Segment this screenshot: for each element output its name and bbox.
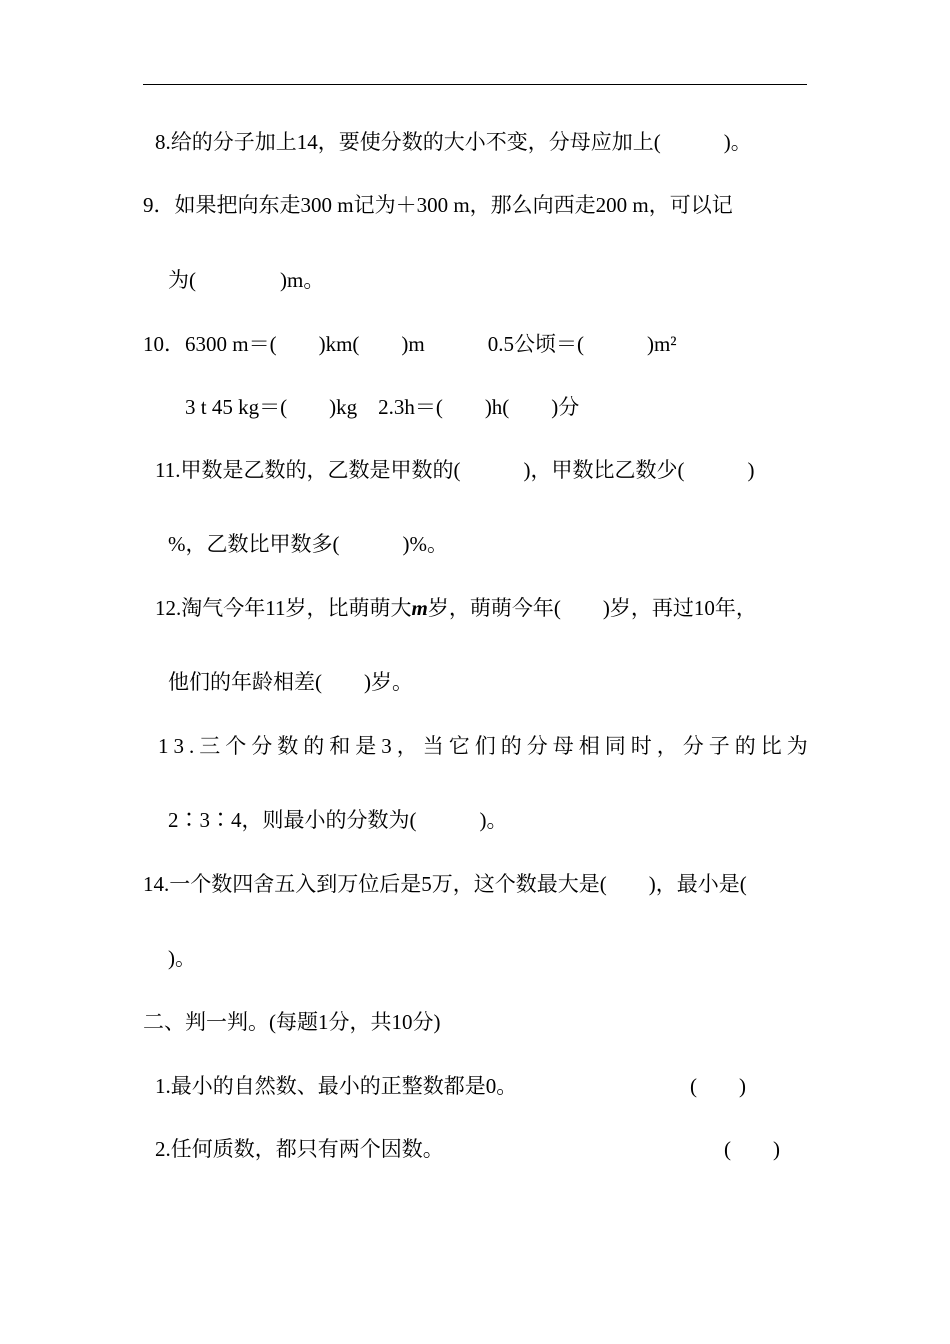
question-14-line-2: )。	[168, 946, 196, 970]
question-11-line-2: %，乙数比甲数多( )%。	[168, 532, 448, 556]
question-12-text-b: 岁，萌萌今年( )岁，再过10年，	[427, 596, 757, 620]
question-10-line-1: 10．6300 m＝( )km( )m 0.5公顷＝( )m²	[143, 332, 677, 356]
question-10-line-2: 3 t 45 kg＝( )kg 2.3h＝( )h( )分	[185, 395, 580, 419]
judge-item-1-answer-paren[interactable]: ( )	[690, 1074, 746, 1098]
question-12-line-1	[155, 594, 757, 622]
variable-m: m	[411, 596, 428, 620]
judge-item-1: 1.最小的自然数、最小的正整数都是0。	[155, 1074, 518, 1098]
question-14-line-1: 14.一个数四舍五入到万位后是5万，这个数最大是( )，最小是(	[143, 872, 747, 896]
question-9-line-2: 为( )m。	[168, 268, 325, 292]
question-12-line-2: 他们的年龄相差( )岁。	[168, 670, 413, 694]
section-2-heading: 二、判一判。(每题1分，共10分)	[143, 1010, 441, 1034]
question-13-line-1: 13.三个分数的和是3，当它们的分母相同时，分子的比为	[158, 734, 813, 758]
question-9-line-1: 9．如果把向东走300 m记为＋300 m，那么向西走200 m，可以记	[143, 193, 733, 217]
header-rule	[143, 84, 807, 85]
judge-item-2: 2.任何质数，都只有两个因数。	[155, 1137, 444, 1161]
judge-item-2-answer-paren[interactable]: ( )	[724, 1137, 780, 1161]
question-8: 8.给的分子加上14，要使分数的大小不变，分母应加上( )。	[155, 130, 752, 154]
question-11-line-1: 11.甲数是乙数的，乙数是甲数的( )，甲数比乙数少( )	[155, 458, 755, 482]
question-12-text-a: 12.淘气今年11岁，比萌萌大	[155, 596, 412, 620]
question-13-line-2: 2∶3∶4，则最小的分数为( )。	[168, 808, 508, 832]
